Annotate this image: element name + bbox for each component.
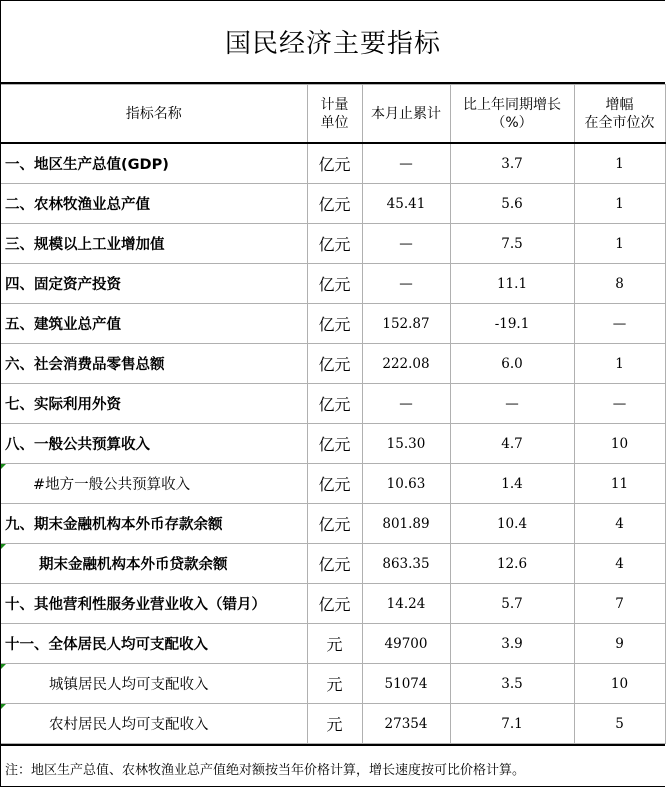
row-value: —: [362, 224, 450, 264]
row-growth: 11.1: [450, 264, 574, 304]
row-name: 十、其他营利性服务业营业收入（错月）: [1, 584, 307, 624]
row-unit: 亿元: [307, 344, 362, 384]
row-value: 15.30: [362, 424, 450, 464]
row-rank: 1: [574, 143, 665, 184]
row-rank: 11: [574, 464, 665, 504]
table-row: [1, 304, 665, 344]
row-growth: -19.1: [450, 304, 574, 344]
header-unit: 计量 单位: [307, 85, 362, 144]
row-value: 222.08: [362, 344, 450, 384]
table-row: [1, 384, 665, 424]
row-value: 10.63: [362, 464, 450, 504]
table-row: [1, 464, 665, 504]
row-rank: 5: [574, 704, 665, 744]
table-row: [1, 624, 665, 664]
row-value: —: [362, 264, 450, 304]
row-rank: 8: [574, 264, 665, 304]
row-rank: —: [574, 384, 665, 424]
row-unit: 亿元: [307, 264, 362, 304]
row-name: 五、建筑业总产值: [1, 304, 307, 344]
row-rank: 10: [574, 664, 665, 704]
row-unit: 元: [307, 624, 362, 664]
row-name: 六、社会消费品零售总额: [1, 344, 307, 384]
row-unit: 亿元: [307, 544, 362, 584]
row-rank: 4: [574, 504, 665, 544]
row-growth: 10.4: [450, 504, 574, 544]
row-value: 51074: [362, 664, 450, 704]
row-name: 农村居民人均可支配收入: [1, 704, 307, 744]
row-growth: 7.5: [450, 224, 574, 264]
row-growth: 5.6: [450, 184, 574, 224]
table-row: [1, 184, 665, 224]
row-rank: 10: [574, 424, 665, 464]
row-value: 45.41: [362, 184, 450, 224]
table-row: [1, 224, 665, 264]
row-name: #地方一般公共预算收入: [1, 464, 307, 504]
row-value: 801.89: [362, 504, 450, 544]
row-value: —: [362, 143, 450, 184]
header-cumulative: 本月止累计: [362, 85, 450, 144]
table-row: [1, 504, 665, 544]
row-growth: 7.1: [450, 704, 574, 744]
row-unit: 亿元: [307, 304, 362, 344]
row-unit: 亿元: [307, 504, 362, 544]
table-row: [1, 584, 665, 624]
row-unit: 亿元: [307, 224, 362, 264]
row-growth: 3.9: [450, 624, 574, 664]
row-unit: 亿元: [307, 143, 362, 184]
header-growth: 比上年同期增长 （%）: [450, 85, 574, 144]
row-name: 七、实际利用外资: [1, 384, 307, 424]
row-name: 十一、全体居民人均可支配收入: [1, 624, 307, 664]
row-unit: 亿元: [307, 464, 362, 504]
table-row: [1, 544, 665, 584]
row-growth: —: [450, 384, 574, 424]
table-row: [1, 424, 665, 464]
header-rank: 增幅 在全市位次: [574, 85, 665, 144]
row-value: 152.87: [362, 304, 450, 344]
row-rank: 7: [574, 584, 665, 624]
footnote: 注：地区生产总值、农林牧渔业总产值绝对额按当年价格计算，增长速度按可比价格计算。: [1, 744, 665, 790]
row-name: 八、一般公共预算收入: [1, 424, 307, 464]
table-header-row: [1, 85, 665, 144]
page-title: 国民经济主要指标: [1, 1, 665, 84]
row-rank: 1: [574, 224, 665, 264]
row-growth: 4.7: [450, 424, 574, 464]
row-growth: 5.7: [450, 584, 574, 624]
indicator-table: [1, 84, 666, 744]
row-unit: 亿元: [307, 584, 362, 624]
table-row: [1, 264, 665, 304]
row-unit: 亿元: [307, 384, 362, 424]
row-rank: —: [574, 304, 665, 344]
row-unit: 亿元: [307, 424, 362, 464]
row-unit: 亿元: [307, 184, 362, 224]
row-unit: 元: [307, 704, 362, 744]
table-row: [1, 664, 665, 704]
row-name: 二、农林牧渔业总产值: [1, 184, 307, 224]
row-growth: 1.4: [450, 464, 574, 504]
row-value: 49700: [362, 624, 450, 664]
row-growth: 6.0: [450, 344, 574, 384]
row-rank: 9: [574, 624, 665, 664]
row-value: —: [362, 384, 450, 424]
row-name: 一、地区生产总值(GDP): [1, 143, 307, 184]
table-row: [1, 704, 665, 744]
row-value: 27354: [362, 704, 450, 744]
row-value: 863.35: [362, 544, 450, 584]
table-row: [1, 344, 665, 384]
row-growth: 3.5: [450, 664, 574, 704]
row-growth: 3.7: [450, 143, 574, 184]
row-name: 期末金融机构本外币贷款余额: [1, 544, 307, 584]
row-growth: 12.6: [450, 544, 574, 584]
row-name: 九、期末金融机构本外币存款余额: [1, 504, 307, 544]
row-rank: 1: [574, 344, 665, 384]
row-name: 四、固定资产投资: [1, 264, 307, 304]
header-name: 指标名称: [1, 85, 307, 144]
row-rank: 1: [574, 184, 665, 224]
row-rank: 4: [574, 544, 665, 584]
row-unit: 元: [307, 664, 362, 704]
table-row: [1, 143, 665, 184]
row-name: 三、规模以上工业增加值: [1, 224, 307, 264]
row-name: 城镇居民人均可支配收入: [1, 664, 307, 704]
row-value: 14.24: [362, 584, 450, 624]
